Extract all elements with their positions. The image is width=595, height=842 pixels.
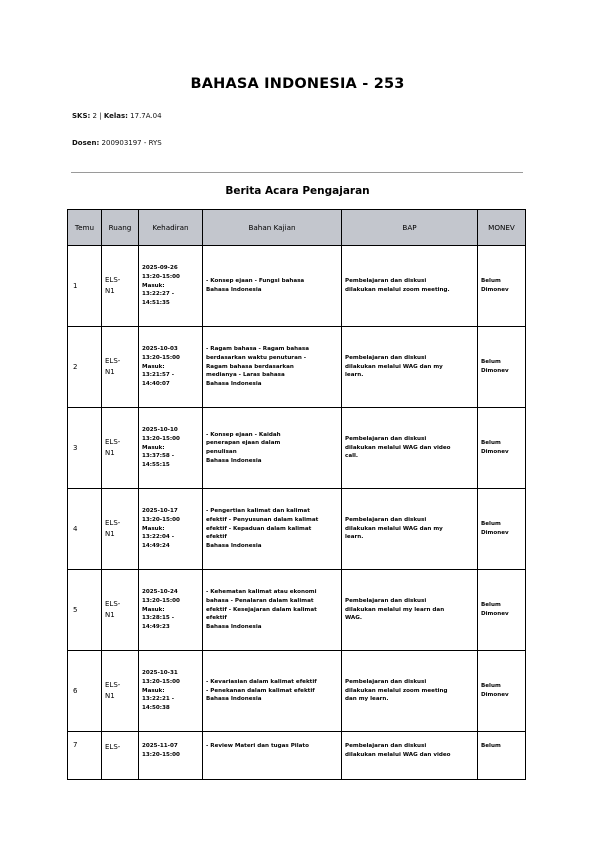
header-bahan-kajian: Bahan Kajian — [203, 210, 342, 246]
header-temu: Temu — [68, 210, 102, 246]
header-ruang: Ruang — [102, 210, 139, 246]
cell-ruang: ELS- N1 — [102, 408, 139, 489]
kelas-value: 17.7A.04 — [127, 112, 162, 120]
header-monev: MONEV — [478, 210, 526, 246]
cell-kehadiran: 2025-11-07 13:20-15:00 — [139, 732, 203, 780]
cell-monev: Belum Dimonev — [478, 651, 526, 732]
sks-label: SKS: — [72, 112, 91, 120]
cell-ruang: ELS- N1 — [102, 327, 139, 408]
cell-ruang: ELS- N1 — [102, 651, 139, 732]
table-header-row — [68, 210, 526, 246]
cell-monev: Belum Dimonev — [478, 408, 526, 489]
cell-bap: Pembelajaran dan diskusi dilakukan melalui WAG dan video call. — [342, 408, 478, 489]
cell-bap: Pembelajaran dan diskusi dilakukan melalui my learn dan WAG. — [342, 570, 478, 651]
cell-monev: Belum — [478, 732, 526, 780]
course-title: BAHASA INDONESIA - 253 — [190, 76, 405, 92]
cell-kehadiran: 2025-10-10 13:20-15:00 Masuk: 13:37:58 - 14:55:15 — [139, 408, 203, 489]
cell-bap: Pembelajaran dan diskusi dilakukan melalui zoom meeting. — [342, 246, 478, 327]
cell-ruang: ELS- — [102, 732, 139, 780]
cell-bap: Pembelajaran dan diskusi dilakukan melalui zoom meeting dan my learn. — [342, 651, 478, 732]
header-kehadiran: Kehadiran — [139, 210, 203, 246]
cell-kehadiran: 2025-10-31 13:20-15:00 Masuk: 13:22:21 - 14:50:38 — [139, 651, 203, 732]
header-bap: BAP — [342, 210, 478, 246]
cell-temu: 2 — [68, 327, 102, 408]
cell-monev: Belum Dimonev — [478, 327, 526, 408]
cell-temu: 6 — [68, 651, 102, 732]
cell-monev: Belum Dimonev — [478, 570, 526, 651]
cell-temu: 4 — [68, 489, 102, 570]
section-title: Berita Acara Pengajaran — [225, 185, 370, 197]
cell-bahan-kajian: - Ragam bahasa - Ragam bahasa berdasarkan waktu penuturan - Ragam bahasa berdasarkan medianya - Laras bahasa Bahasa Indonesia — [203, 327, 342, 408]
cell-ruang: ELS- N1 — [102, 489, 139, 570]
kelas-label: Kelas: — [103, 112, 128, 120]
divider — [71, 172, 523, 173]
cell-temu: 7 — [68, 732, 102, 780]
cell-bap: Pembelajaran dan diskusi dilakukan melalui WAG dan video — [342, 732, 478, 780]
cell-bahan-kajian: - Review Materi dan tugas Pilato — [203, 732, 342, 780]
cell-bahan-kajian: - Konsep ejaan - Kaidah penerapan ejaan dalam penulisan Bahasa Indonesia — [203, 408, 342, 489]
cell-kehadiran: 2025-10-03 13:20-15:00 Masuk: 13:21:57 - 14:40:07 — [139, 327, 203, 408]
cell-bahan-kajian: - Konsep ejaan - Fungsi bahasa Bahasa Indonesia — [203, 246, 342, 327]
table-row — [68, 570, 526, 651]
cell-bap: Pembelajaran dan diskusi dilakukan melalui WAG dan my learn. — [342, 489, 478, 570]
cell-ruang: ELS- N1 — [102, 246, 139, 327]
table-row — [68, 327, 526, 408]
cell-kehadiran: 2025-10-17 13:20-15:00 Masuk: 13:22:04 - 14:49:24 — [139, 489, 203, 570]
sks-value: 2 | — [90, 112, 104, 120]
cell-temu: 5 — [68, 570, 102, 651]
course-meta-sks-kelas — [72, 112, 162, 120]
cell-bahan-kajian: - Pengertian kalimat dan kalimat efektif - Penyusunan dalam kalimat efektif - Kepaduan dalam kalimat efektif Bahasa Indonesia — [203, 489, 342, 570]
cell-bahan-kajian: - Kevariasian dalam kalimat efektif - Penekanan dalam kalimat efektif Bahasa Indonesia — [203, 651, 342, 732]
table-row — [68, 246, 526, 327]
cell-ruang: ELS- N1 — [102, 570, 139, 651]
bap-table — [67, 209, 526, 780]
cell-kehadiran: 2025-10-24 13:20-15:00 Masuk: 13:28:15 - 14:49:23 — [139, 570, 203, 651]
cell-bahan-kajian: - Kehematan kalimat atau ekonomi bahasa - Penalaran dalam kalimat efektif - Kesejajaran dalam kalimat efektif Bahasa Indonesia — [203, 570, 342, 651]
table-row — [68, 732, 526, 780]
cell-monev: Belum Dimonev — [478, 246, 526, 327]
table-row — [68, 651, 526, 732]
cell-temu: 1 — [68, 246, 102, 327]
cell-monev: Belum Dimonev — [478, 489, 526, 570]
table-row — [68, 489, 526, 570]
course-meta-dosen — [72, 139, 162, 147]
table-row — [68, 408, 526, 489]
dosen-label: Dosen: — [72, 139, 100, 147]
dosen-value: 200903197 - RYS — [99, 139, 162, 147]
cell-temu: 3 — [68, 408, 102, 489]
cell-kehadiran: 2025-09-26 13:20-15:00 Masuk: 13:22:27 - 14:51:35 — [139, 246, 203, 327]
cell-bap: Pembelajaran dan diskusi dilakukan melalui WAG dan my learn. — [342, 327, 478, 408]
